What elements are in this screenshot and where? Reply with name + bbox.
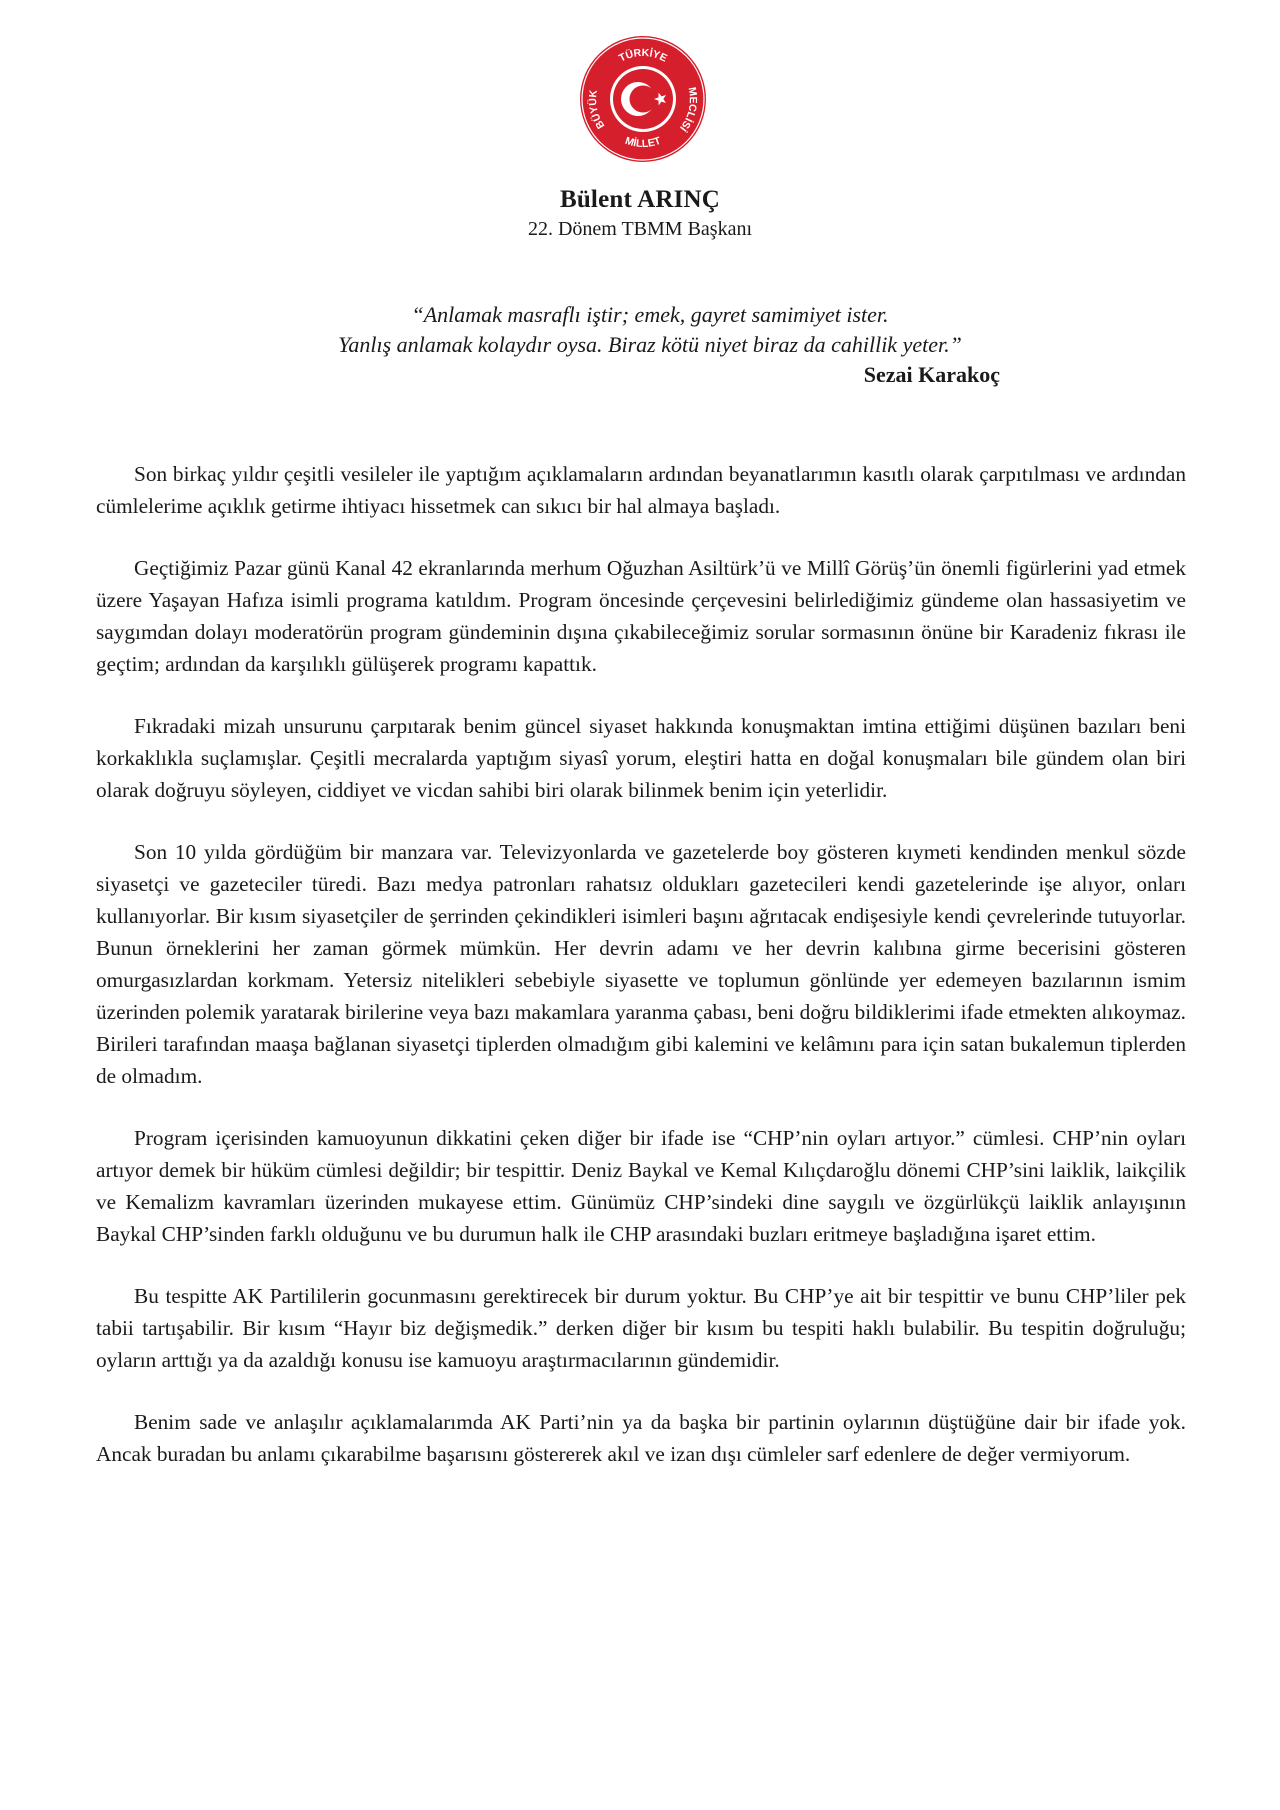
tbmm-seal-logo xyxy=(578,34,708,164)
seal-text-right: MECLİSİ xyxy=(677,86,699,134)
epigraph-quote xyxy=(300,300,1000,360)
body-paragraph: Fıkradaki mizah unsurunu çarpıtarak benim güncel siyaset hakkında konuşmaktan imtina ettiğimi düşünen bazıları beni korkaklıkla suçlamışlar. Çeşitli mecralarda yaptığım siyasî yorum, eleştiri hatta en doğal konuşmaları bile gündem olan biri olarak doğruyu söyleyen, ciddiyet ve vicdan sahibi biri olarak bilinmek benim için yeterlidir. xyxy=(96,714,1186,802)
quote-line: “Anlamak masraflı iştir; emek, gayret samimiyet ister. xyxy=(411,302,889,327)
author-title: 22. Dönem TBMM Başkanı xyxy=(527,218,753,240)
author-name: Bülent ARINÇ xyxy=(559,186,721,213)
body-paragraph: Geçtiğimiz Pazar günü Kanal 42 ekranlarında merhum Oğuzhan Asiltürk’ü ve Millî Görüş’ün önemli figürlerini yad etmek üzere Yaşayan Hafıza isimli programa katıldım. Program öncesinde çerçevesini belirlediğimiz gündeme olan hassasiyetim ve saygımdan dolayı moderatörün program gündeminin dışına çıkabileceğimiz sorular sormasının önüne bir Karadeniz fıkrası ile geçtim; ardından da karşılıklı gülüşerek programı kapattık. xyxy=(96,556,1186,676)
body-paragraph: Son 10 yılda gördüğüm bir manzara var. Televizyonlarda ve gazetelerde boy gösteren kıymeti kendinden menkul sözde siyasetçi ve gazeteciler türedi. Bazı medya patronları rahatsız oldukları gazetecileri kendi gazetelerinde işe alıyor, onları kullanıyorlar. Bir kısım siyasetçiler de şerrinden çekindikleri isimleri başını ağrıtacak endişesiyle kendi çevrelerinde tutuyorlar. Bunun örneklerini her zaman görmek mümkün. Her devrin adamı ve her devrin kalıbına girme becerisini gösteren omurgasızlardan korkmam. Yetersiz nitelikleri sebebiyle siyasette ve toplumun gönlünde yer edemeyen bazılarının ismim üzerinden polemik yaratarak birilerine veya bazı makamlara yaranma çabası, beni doğru bildiklerimi ifade etmekten alıkoymaz. Birileri tarafından maaşa bağlanan siyasetçi tiplerden olmadığım gibi kalemini ve kelâmını para için satan bukalemun tiplerden de olmadım. xyxy=(96,840,1186,1088)
seal-text-bottom: MİLLET xyxy=(623,134,663,151)
body-paragraph: Son birkaç yıldır çeşitli vesileler ile yaptığım açıklamaların ardından beyanatlarımın kasıtlı olarak çarpıtılması ve ardından cümlelerime açıklık getirme ihtiyacı hissetmek can sıkıcı bir hal almaya başladı. xyxy=(96,462,1186,518)
body-paragraph: Bu tespitte AK Partililerin gocunmasını gerektirecek bir durum yoktur. Bu CHP’ye ait bir tespittir ve bunu CHP’liler pek tabii tartışabilir. Bir kısım “Hayır biz değişmedik.” derken diğer bir kısım bu tespiti haklı bulabilir. Bu tespitin doğruluğu; oyların arttığı ya da azaldığı konusu ise kamuoyu araştırmacılarının gündemidir. xyxy=(96,1284,1186,1372)
seal-text-left: BÜYÜK xyxy=(587,89,608,131)
seal-text-top: TÜRKİYE xyxy=(616,46,670,65)
letter-body xyxy=(96,458,1186,1500)
quote-line: Yanlış anlamak kolaydır oysa. Biraz kötü niyet biraz da cahillik yeter.” xyxy=(338,332,962,357)
body-paragraph: Program içerisinden kamuoyunun dikkatini çeken diğer bir ifade ise “CHP’nin oyları artıyor.” cümlesi. CHP’nin oyları artıyor demek bir hüküm cümlesi değildir; bir tespittir. Deniz Baykal ve Kemal Kılıçdaroğlu dönemi CHP’sini laiklik, laikçilik ve Kemalizm kavramları üzerinden mukayese ettim. Günümüz CHP’sindeki dine saygılı ve özgürlükçü laiklik anlayışının Baykal CHP’sinden farklı olduğunu ve bu durumun halk ile CHP arasındaki buzları eritmeye başladığına işaret ettim. xyxy=(96,1126,1186,1246)
quote-author: Sezai Karakoç xyxy=(863,362,1000,387)
body-paragraph: Benim sade ve anlaşılır açıklamalarımda AK Parti’nin ya da başka bir partinin oylarının düştüğüne dair bir ifade yok. Ancak buradan bu anlamı çıkarabilme başarısını göstererek akıl ve izan dışı cümleler sarf edenlere de değer vermiyorum. xyxy=(96,1410,1186,1466)
